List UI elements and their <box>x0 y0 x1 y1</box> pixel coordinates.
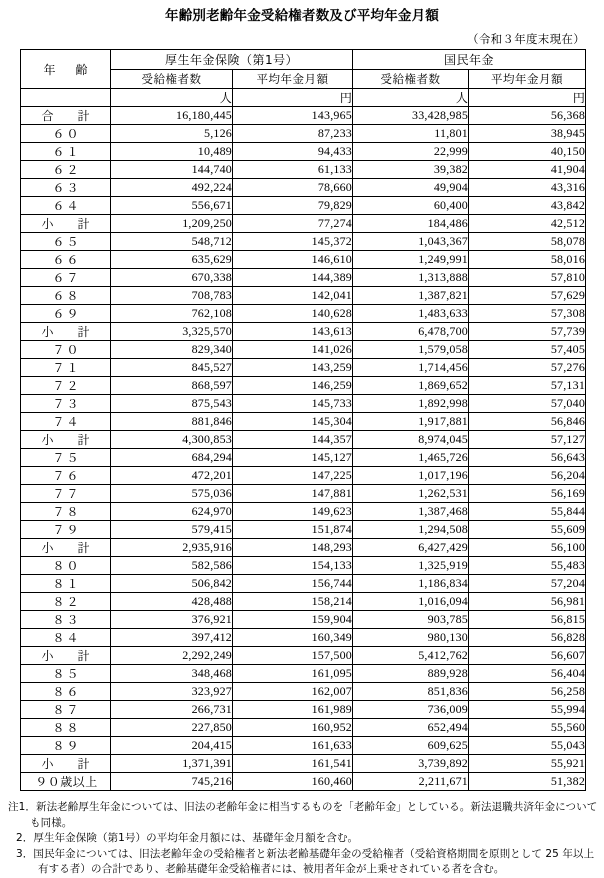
row-value: 22,999 <box>353 143 469 161</box>
row-value: 161,989 <box>233 701 353 719</box>
row-value: 56,846 <box>469 413 586 431</box>
table-row <box>21 377 586 395</box>
page-root <box>0 5 604 875</box>
row-value: 6,478,700 <box>353 323 469 341</box>
row-age-label: ７４ <box>21 413 111 431</box>
row-value: 161,633 <box>233 737 353 755</box>
footnote-2 <box>8 831 604 847</box>
row-value: 145,733 <box>233 395 353 413</box>
row-age-label: ７７ <box>21 485 111 503</box>
row-age-label: ７８ <box>21 503 111 521</box>
row-age-label: ７０ <box>21 341 111 359</box>
row-value: 348,468 <box>111 665 233 683</box>
table-row <box>21 503 586 521</box>
row-age-label: ８１ <box>21 575 111 593</box>
row-value: 1,209,250 <box>111 215 233 233</box>
row-age-label: ８０ <box>21 557 111 575</box>
row-age-label: ８５ <box>21 665 111 683</box>
row-value: 851,836 <box>353 683 469 701</box>
row-value: 87,233 <box>233 125 353 143</box>
table-row <box>21 719 586 737</box>
row-value: 684,294 <box>111 449 233 467</box>
row-value: 10,489 <box>111 143 233 161</box>
row-value: 58,016 <box>469 251 586 269</box>
row-age-label: ６２ <box>21 161 111 179</box>
table-row <box>21 629 586 647</box>
table-row <box>21 557 586 575</box>
row-value: 492,224 <box>111 179 233 197</box>
row-value: 3,325,570 <box>111 323 233 341</box>
row-value: 980,130 <box>353 629 469 647</box>
row-value: 1,313,888 <box>353 269 469 287</box>
row-value: 762,108 <box>111 305 233 323</box>
row-age-label: ６６ <box>21 251 111 269</box>
row-value: 881,846 <box>111 413 233 431</box>
header-recipients-kosei: 受給権者数 <box>111 70 233 89</box>
footnote-3 <box>8 847 604 878</box>
row-value: 1,387,468 <box>353 503 469 521</box>
header-group-row <box>21 50 586 70</box>
header-group-kosei: 厚生年金保険（第1号） <box>111 50 353 70</box>
row-value: 33,428,985 <box>353 107 469 125</box>
row-value: 6,427,429 <box>353 539 469 557</box>
row-value: 903,785 <box>353 611 469 629</box>
row-value: 57,810 <box>469 269 586 287</box>
row-value: 472,201 <box>111 467 233 485</box>
row-value: 145,127 <box>233 449 353 467</box>
table-row <box>21 593 586 611</box>
table-row <box>21 161 586 179</box>
row-value: 49,904 <box>353 179 469 197</box>
table-row <box>21 665 586 683</box>
row-value: 1,371,391 <box>111 755 233 773</box>
table-row <box>21 449 586 467</box>
row-value: 145,372 <box>233 233 353 251</box>
row-value: 55,844 <box>469 503 586 521</box>
row-value: 144,357 <box>233 431 353 449</box>
row-age-label: ８８ <box>21 719 111 737</box>
row-value: 55,609 <box>469 521 586 539</box>
row-age-label: ８７ <box>21 701 111 719</box>
unit-cell: 人 <box>353 89 469 107</box>
row-value: 159,904 <box>233 611 353 629</box>
header-avg-monthly-kosei: 平均年金月額 <box>233 70 353 89</box>
row-value: 160,460 <box>233 773 353 791</box>
row-age-label: ７５ <box>21 449 111 467</box>
table-row <box>21 197 586 215</box>
row-value: 708,783 <box>111 287 233 305</box>
table-row <box>21 341 586 359</box>
row-value: 575,036 <box>111 485 233 503</box>
row-value: 143,965 <box>233 107 353 125</box>
row-age-label: 小 計 <box>21 647 111 665</box>
row-value: 1,483,633 <box>353 305 469 323</box>
row-value: 204,415 <box>111 737 233 755</box>
row-value: 147,225 <box>233 467 353 485</box>
row-value: 4,300,853 <box>111 431 233 449</box>
row-value: 146,259 <box>233 377 353 395</box>
row-value: 56,258 <box>469 683 586 701</box>
row-value: 158,214 <box>233 593 353 611</box>
row-value: 143,259 <box>233 359 353 377</box>
row-age-label: 小 計 <box>21 539 111 557</box>
table-row <box>21 413 586 431</box>
row-value: 875,543 <box>111 395 233 413</box>
row-value: 2,292,249 <box>111 647 233 665</box>
row-value: 57,127 <box>469 431 586 449</box>
row-value: 57,204 <box>469 575 586 593</box>
row-value: 1,465,726 <box>353 449 469 467</box>
row-value: 143,613 <box>233 323 353 341</box>
row-value: 144,740 <box>111 161 233 179</box>
table-body <box>21 89 586 791</box>
unit-cell: 円 <box>469 89 586 107</box>
row-value: 11,801 <box>353 125 469 143</box>
row-value: 428,488 <box>111 593 233 611</box>
row-value: 1,579,058 <box>353 341 469 359</box>
row-value: 397,412 <box>111 629 233 647</box>
row-age-label: ８９ <box>21 737 111 755</box>
row-value: 624,970 <box>111 503 233 521</box>
total-row <box>21 107 586 125</box>
row-age-label: 合 計 <box>21 107 111 125</box>
row-value: 160,349 <box>233 629 353 647</box>
table-row <box>21 521 586 539</box>
row-value: 582,586 <box>111 557 233 575</box>
row-value: 51,382 <box>469 773 586 791</box>
row-value: 157,500 <box>233 647 353 665</box>
table-row <box>21 485 586 503</box>
table-row <box>21 269 586 287</box>
row-value: 147,881 <box>233 485 353 503</box>
row-value: 56,828 <box>469 629 586 647</box>
table-row <box>21 305 586 323</box>
row-value: 1,186,834 <box>353 575 469 593</box>
row-value: 1,294,508 <box>353 521 469 539</box>
subtotal-row <box>21 215 586 233</box>
row-value: 652,494 <box>353 719 469 737</box>
row-age-label: ８４ <box>21 629 111 647</box>
row-value: 56,368 <box>469 107 586 125</box>
header-avg-monthly-kokumin: 平均年金月額 <box>469 70 586 89</box>
row-age-label: ６０ <box>21 125 111 143</box>
row-value: 1,714,456 <box>353 359 469 377</box>
row-value: 736,009 <box>353 701 469 719</box>
row-value: 55,994 <box>469 701 586 719</box>
row-value: 77,274 <box>233 215 353 233</box>
row-value: 58,078 <box>469 233 586 251</box>
row-value: 57,308 <box>469 305 586 323</box>
row-value: 579,415 <box>111 521 233 539</box>
row-value: 1,892,998 <box>353 395 469 413</box>
row-value: 889,928 <box>353 665 469 683</box>
footnote-1-text: 注1．新法老齢厚生年金については、旧法の老齢年金に相当するものを「老齢年金」としている。新法退職共済年金についても同様。 <box>8 801 598 829</box>
footnote-1 <box>8 800 604 831</box>
unit-cell: 円 <box>233 89 353 107</box>
row-value: 57,739 <box>469 323 586 341</box>
row-value: 8,974,045 <box>353 431 469 449</box>
row-value: 1,043,367 <box>353 233 469 251</box>
row-age-label: ６１ <box>21 143 111 161</box>
unit-row-age-blank <box>21 89 111 107</box>
row-value: 57,276 <box>469 359 586 377</box>
header-group-kokumin: 国民年金 <box>353 50 586 70</box>
row-value: 5,412,762 <box>353 647 469 665</box>
row-value: 40,150 <box>469 143 586 161</box>
row-value: 5,126 <box>111 125 233 143</box>
row-age-label: 小 計 <box>21 323 111 341</box>
row-value: 1,262,531 <box>353 485 469 503</box>
table-row <box>21 143 586 161</box>
row-age-label: ７６ <box>21 467 111 485</box>
table-row <box>21 611 586 629</box>
table-row <box>21 701 586 719</box>
row-value: 57,131 <box>469 377 586 395</box>
row-age-label: ７１ <box>21 359 111 377</box>
row-value: 56,815 <box>469 611 586 629</box>
row-age-label: ６８ <box>21 287 111 305</box>
row-age-label: ８３ <box>21 611 111 629</box>
table-row <box>21 125 586 143</box>
row-age-label: ６５ <box>21 233 111 251</box>
row-age-label: ７３ <box>21 395 111 413</box>
subtotal-row <box>21 755 586 773</box>
footnote-2-text: 2．厚生年金保険（第1号）の平均年金月額には、基礎年金月額を含む。 <box>16 832 359 844</box>
row-value: 141,026 <box>233 341 353 359</box>
row-value: 43,842 <box>469 197 586 215</box>
table-row <box>21 251 586 269</box>
row-value: 55,043 <box>469 737 586 755</box>
table-head <box>21 50 586 89</box>
row-value: 323,927 <box>111 683 233 701</box>
row-age-label: ８２ <box>21 593 111 611</box>
row-value: 55,483 <box>469 557 586 575</box>
row-value: 56,981 <box>469 593 586 611</box>
table-row <box>21 467 586 485</box>
table-row <box>21 179 586 197</box>
table-row <box>21 233 586 251</box>
row-value: 148,293 <box>233 539 353 557</box>
row-value: 39,382 <box>353 161 469 179</box>
row-value: 635,629 <box>111 251 233 269</box>
subtotal-row <box>21 647 586 665</box>
row-value: 57,040 <box>469 395 586 413</box>
row-value: 1,249,991 <box>353 251 469 269</box>
row-value: 144,389 <box>233 269 353 287</box>
row-value: 3,739,892 <box>353 755 469 773</box>
row-age-label: 小 計 <box>21 755 111 773</box>
row-value: 56,643 <box>469 449 586 467</box>
footnote-3-text: 3．国民年金については、旧法老齢年金の受給権者と新法老齢基礎年金の受給権者（受給資格期間を原則として 25 年以上有する者）の合計であり、老齢基礎年金受給権者には、被用者年金が上乗せされている者を含む。 <box>16 847 595 875</box>
row-value: 161,095 <box>233 665 353 683</box>
row-age-label: ９０歳以上 <box>21 773 111 791</box>
row-value: 670,338 <box>111 269 233 287</box>
row-value: 1,917,881 <box>353 413 469 431</box>
row-value: 55,560 <box>469 719 586 737</box>
row-age-label: 小 計 <box>21 215 111 233</box>
row-value: 79,829 <box>233 197 353 215</box>
row-value: 1,387,821 <box>353 287 469 305</box>
row-value: 1,016,094 <box>353 593 469 611</box>
over-90-row <box>21 773 586 791</box>
row-value: 57,405 <box>469 341 586 359</box>
row-value: 43,316 <box>469 179 586 197</box>
page-title: 年齢別老齢年金受給権者数及び平均年金月額 <box>165 8 439 24</box>
row-value: 42,512 <box>469 215 586 233</box>
row-value: 1,325,919 <box>353 557 469 575</box>
row-value: 1,869,652 <box>353 377 469 395</box>
row-age-label: ６９ <box>21 305 111 323</box>
row-value: 184,486 <box>353 215 469 233</box>
row-value: 376,921 <box>111 611 233 629</box>
row-value: 162,007 <box>233 683 353 701</box>
row-age-label: ８６ <box>21 683 111 701</box>
row-value: 609,625 <box>353 737 469 755</box>
row-value: 142,041 <box>233 287 353 305</box>
row-value: 57,629 <box>469 287 586 305</box>
row-value: 266,731 <box>111 701 233 719</box>
table-row <box>21 395 586 413</box>
row-value: 149,623 <box>233 503 353 521</box>
as-of-label: （令和３年度末現在） <box>467 32 585 46</box>
row-age-label: ６７ <box>21 269 111 287</box>
row-value: 845,527 <box>111 359 233 377</box>
subtotal-row <box>21 431 586 449</box>
pension-statistics-table <box>20 49 586 791</box>
table-row <box>21 575 586 593</box>
row-value: 506,842 <box>111 575 233 593</box>
row-value: 154,133 <box>233 557 353 575</box>
row-age-label: 小 計 <box>21 431 111 449</box>
row-value: 156,744 <box>233 575 353 593</box>
row-age-label: ６４ <box>21 197 111 215</box>
row-value: 548,712 <box>111 233 233 251</box>
row-age-label: ７９ <box>21 521 111 539</box>
table-row <box>21 737 586 755</box>
row-value: 56,100 <box>469 539 586 557</box>
header-recipients-kokumin: 受給権者数 <box>353 70 469 89</box>
table-row <box>21 683 586 701</box>
row-value: 745,216 <box>111 773 233 791</box>
subtotal-row <box>21 323 586 341</box>
row-age-label: ７２ <box>21 377 111 395</box>
row-value: 160,952 <box>233 719 353 737</box>
row-value: 55,921 <box>469 755 586 773</box>
row-value: 41,904 <box>469 161 586 179</box>
row-value: 2,211,671 <box>353 773 469 791</box>
row-value: 94,433 <box>233 143 353 161</box>
row-value: 38,945 <box>469 125 586 143</box>
subtotal-row <box>21 539 586 557</box>
table-row <box>21 287 586 305</box>
header-age: 年 齢 <box>21 50 111 89</box>
row-value: 2,935,916 <box>111 539 233 557</box>
unit-cell: 人 <box>111 89 233 107</box>
row-value: 829,340 <box>111 341 233 359</box>
row-value: 556,671 <box>111 197 233 215</box>
row-value: 56,607 <box>469 647 586 665</box>
row-value: 146,610 <box>233 251 353 269</box>
row-value: 60,400 <box>353 197 469 215</box>
row-age-label: ６３ <box>21 179 111 197</box>
row-value: 227,850 <box>111 719 233 737</box>
unit-row <box>21 89 586 107</box>
row-value: 161,541 <box>233 755 353 773</box>
footnotes <box>8 800 604 878</box>
row-value: 61,133 <box>233 161 353 179</box>
row-value: 16,180,445 <box>111 107 233 125</box>
row-value: 151,874 <box>233 521 353 539</box>
row-value: 140,628 <box>233 305 353 323</box>
row-value: 56,204 <box>469 467 586 485</box>
row-value: 145,304 <box>233 413 353 431</box>
row-value: 868,597 <box>111 377 233 395</box>
row-value: 56,169 <box>469 485 586 503</box>
row-value: 78,660 <box>233 179 353 197</box>
table-row <box>21 359 586 377</box>
row-value: 56,404 <box>469 665 586 683</box>
row-value: 1,017,196 <box>353 467 469 485</box>
